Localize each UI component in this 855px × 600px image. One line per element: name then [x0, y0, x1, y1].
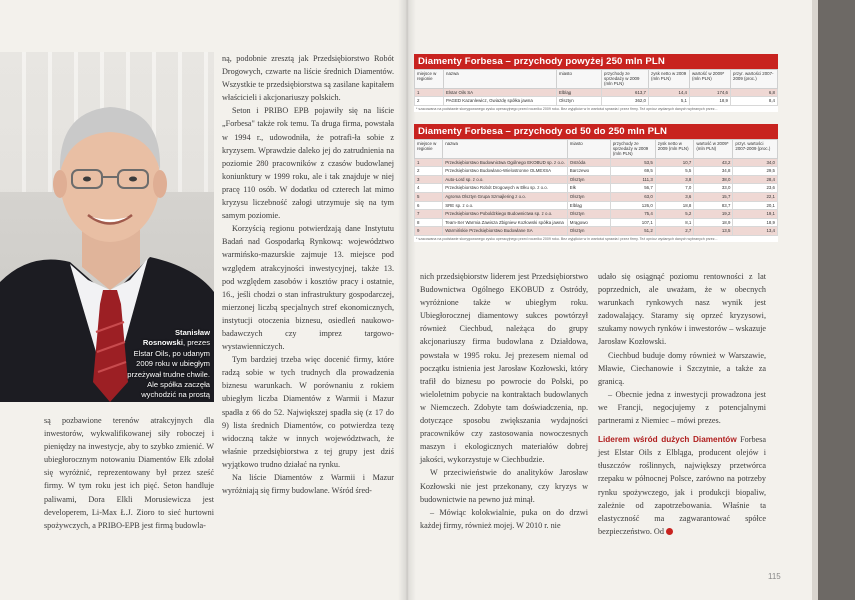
table-cell: Przedsiębiorstwo Poboldzkiego Budownictwa sp. z o.o. [443, 210, 568, 219]
table-cell: 28,4 [733, 175, 778, 184]
column-3 [598, 270, 766, 538]
table-cell: 34,8 [694, 167, 733, 176]
table-cell: Przedsiębiorstwo Budownictwa Ogólnego EKOBUD sp. z o.o. [443, 158, 568, 167]
table-row [415, 218, 778, 227]
table-cell: 2,7 [655, 227, 694, 236]
table-title: Diamenty Forbesa – przychody od 50 do 250 mln PLN [414, 124, 778, 139]
table-cell: 5 [415, 192, 443, 201]
caption-name-first: Stanisław [174, 328, 210, 337]
page-edge-shadow [812, 0, 855, 600]
table-cell: 56,7 [610, 184, 655, 193]
table-cell: 1 [415, 158, 443, 167]
table-cell: 174,6 [690, 88, 731, 97]
table-header-row [415, 70, 778, 89]
paragraph: Ciechbud buduje domy również w Warszawie, Mławie, Ciechanowie i Szczytnie, a także za granicą. [598, 350, 766, 386]
table-cell: PAGED Kazanlewicz, Gwiazdę spółka jawna [444, 97, 557, 106]
table-cell: Auto-Lord sp. z o.o. [443, 175, 568, 184]
table-cell: Barczewo [567, 167, 610, 176]
portrait-photo [0, 52, 214, 402]
table-cell: 2 [415, 167, 443, 176]
table-cell: 4 [415, 184, 443, 193]
column-header: przychody ze sprzedaży w 2009 (mln PLN) [602, 70, 649, 89]
table-cell: Agroma Olsztyn Grupa Szmajlering z o.o. [443, 192, 568, 201]
table-cell: Olsztyn [567, 175, 610, 184]
column-header: miasto [557, 70, 602, 89]
caption-name-last: Rosnowski [142, 338, 183, 348]
paragraph: udało się osiągnąć poziomu rentowności z lat poprzednich, ale uważam, że w obecnych warunkach rynkowych nasz wynik jest zadowalający. Staramy się oprzeć kryzysowi, szukamy nowych rynków i inwestorów – wskazuje Jarosław Kozłowski. [598, 272, 766, 347]
column-header: przyr. wartości 2007-2009 (proc.) [733, 140, 778, 159]
table-cell: Warmińskie Przedsiębiorstwo Budowlane SA [443, 227, 568, 236]
column-header: zysk netto w 2009 (mln PLN) [655, 140, 694, 159]
table-row [415, 184, 778, 193]
table-row [415, 210, 778, 219]
table-cell: 18,9 [690, 97, 731, 106]
table-cell: 613,7 [602, 88, 649, 97]
table-cell: 38,0 [694, 175, 733, 184]
table-cell: 8,4 [731, 97, 778, 106]
table-cell: 20,1 [733, 201, 778, 210]
lead-in-heading: Liderem wśród dużych Diamentów [598, 435, 737, 445]
table-cell: 18,8 [655, 201, 694, 210]
table-cell: 18,9 [694, 218, 733, 227]
table-cell: 7,0 [655, 184, 694, 193]
table-cell: 1 [415, 88, 444, 97]
paragraph-text: Forbesa jest Elstar Oils z Elbląga, producent olejów i tłuszczów roślinnych, największy przetwórca rzepaku w północnej Polsce, zarówno na potrzeby rynku spożywczego, jak i produkcji biopaliw, zależnie od zapotrzebowania. Właśnie ta elastyczność ma zagwarantować spółce bezpieczeństwo. Od [598, 435, 766, 536]
table-cell: 19,1 [733, 210, 778, 219]
table-cell: 6 [415, 201, 443, 210]
table-row [415, 158, 778, 167]
table-cell: 5,5 [655, 167, 694, 176]
column-header: wartość w 2009* (mln PLN) [694, 140, 733, 159]
paragraph: – Obecnie jedna z inwestycji prowadzona jest we Francji, negocjujemy z potencjalnymi partnerami z Niemiec – mówi prezes. [598, 389, 766, 426]
table-cell: 5,1 [649, 97, 690, 106]
table-cell: 9 [415, 227, 443, 236]
column-header: miejsce w regionie [415, 70, 444, 89]
column-header: miejsce w regionie [415, 140, 443, 159]
paragraph: są pozbawione terenów atrakcyjnych dla inwestorów, wykwalifikowanej siły roboczej i pieniędzy na inwestycje, aby to szybko zmienić. W ubiegłorocznym notowaniu Diamentów Ełk zdołał się wyróżnić, reprezentowany był przez sześć firmy. W tym roku jest ich pięć. Seton handluje paliwami, Dora Elkli Morusiewicza jest developerem, Li-Max Ł.J. Zioro to sieć hurtowni spożywczych, a PRIBO-EPB jest firmą budowla- [44, 416, 214, 530]
paragraph: Tym bardziej trzeba więc docenić firmy, które radzą sobie w tych trudnych dla prowadzenia biznesu warunkach. W porównaniu z rokiem ubiegłym liczba Diamentów z Warmii i Mazur spadła z 66 do 52. Największej spadła się (z 17 do 9) lista średnich Diamentów, co potwierdza tezę widoczną także w innych województwach, że właśnie przedsiębiorstwa z tej grupy jest dziś wyjątkowo trudno działać na rynku. [222, 355, 394, 469]
table-cell: 6,8 [731, 88, 778, 97]
table-cell: 34,0 [733, 158, 778, 167]
table-cell: 3,8 [655, 175, 694, 184]
table-cell: 29,5 [733, 167, 778, 176]
table-row [415, 97, 778, 106]
table-cell: 22,1 [733, 192, 778, 201]
table-cell: Elbląg [567, 201, 610, 210]
table-row [415, 227, 778, 236]
paragraph: nich przedsiębiorstw liderem jest Przedsiębiorstwo Budownictwa Ogólnego EKOBUD z Ostródy, wyróżnione także w ubiegłym roku. Ubiegłorocznej diamentowy sukces powtórzył również Ciechbud, należąca do grupy akcjonariuszy firma budowlana z Działdowa, powstała w 1995 roku. Jej prezesem niemal od początku istnienia jest Jarosław Kozłowski, który trafił do biznesu po powrocie do Polski, po wieloletnim pobycie na kontraktach budowlanych w Niemczech. Zdobyte tam doświadczenia, np. dotyczące sposobu zwiększania wydajności pracowników czy zastosowania nowoczesnych maszyn i ekologicznych materiałów dobrej jakości, wykorzystuje w Ciechbudzie. [420, 272, 588, 465]
column-0 [44, 414, 214, 532]
column-header: przychody ze sprzedaży w 2009 (mln PLN) [610, 140, 655, 159]
column-header: nazwa [444, 70, 557, 89]
table-cell: 51,2 [610, 227, 655, 236]
table-medium-diamonds [414, 124, 778, 242]
table-cell: Olsztyn [557, 97, 602, 106]
table-cell: 23,6 [733, 184, 778, 193]
table-header-row [415, 140, 778, 159]
table-cell: 18,9 [733, 218, 778, 227]
table-cell: Team-Ser Warmia Zawisza Zbigniew Kozłowski spółka jawna [443, 218, 568, 227]
column-2 [420, 270, 588, 532]
table-cell: 8,1 [655, 218, 694, 227]
table-cell: 63,0 [610, 192, 655, 201]
data-table [414, 139, 778, 236]
column-header: miasto [567, 140, 610, 159]
table-cell: SRE sp. z o.o. [443, 201, 568, 210]
table-cell: 53,5 [610, 158, 655, 167]
paragraph: ną, podobnie zresztą jak Przedsiębiorstwo Robót Drogowych, czwarte na liście średnich Diamentów. Wszystkie te przedsiębiorstwa są zasilane kapitałem właścicieli i akcjonariuszy polskich. [222, 54, 394, 103]
caption-text: , prezes Elstar Oils, po udanym 2009 roku w ubiegłym przeżywał trudne chwile. Ale spółka zaczęła wychodzić na prostą [127, 338, 210, 400]
table-cell: Ostróda [567, 158, 610, 167]
table-footnote: * szacowana na podstawie skorygowanego zysku operacyjnego przed roczniku 2009 roku. Bez wyjątków w in wartości sprawia i przez firmy. Też oprócz wydanych danych wybranych przez... [416, 106, 718, 111]
paragraph: W przeciwieństwie do analityków Jarosław Kozłowski nie jest przekonany, czy kryzys w budownictwie na pewno już minął. [420, 468, 588, 504]
table-cell: Olsztyn [567, 192, 610, 201]
table-cell: 19,2 [694, 210, 733, 219]
table-cell: Mrągowo [567, 218, 610, 227]
table-cell: 10,7 [655, 158, 694, 167]
table-cell: 43,2 [694, 158, 733, 167]
table-row [415, 88, 778, 97]
table-cell: Ełk [567, 184, 610, 193]
column-header: nazwa [443, 140, 568, 159]
table-cell: 107,1 [610, 218, 655, 227]
table-cell: 5,2 [655, 210, 694, 219]
table-cell: 13,4 [733, 227, 778, 236]
table-title: Diamenty Forbesa – przychody powyżej 250 mln PLN [414, 54, 778, 69]
table-cell: 3,6 [655, 192, 694, 201]
table-cell: Przedsiębiorstwo Robót Drogowych w Ełku sp. z o.o. [443, 184, 568, 193]
table-cell: 14,4 [649, 88, 690, 97]
column-header: zysk netto w 2009 (mln PLN) [649, 70, 690, 89]
table-cell: 362,0 [602, 97, 649, 106]
data-table [414, 69, 778, 106]
column-header: przyr. wartości 2007-2009 (proc.) [731, 70, 778, 89]
paragraph: – Mówiąc kolokwialnie, puka on do drzwi każdej firmy, również mojej. W 2010 r. nie [420, 507, 588, 530]
table-cell: Elstar Oils SA [444, 88, 557, 97]
table-row [415, 167, 778, 176]
article-continues-icon [666, 528, 673, 535]
paragraph: Seton i PRIBO EPB pojawiły się na liście „Forbesa" także rok temu. Ta druga firma, powstała w 1994 r., udowodniła, że potrafi-ła sobie z kryzysem. Wprawdzie daleko jej do zatrudnienia na poziomie 280 pracowników z czasów budowlanej koniunktury w 1999 roku, ale i tak znajduje w niej pracę 110 osób. W dodatku od czterech lat mimo kryzysu liczebność załogi utrzymuje się na tym samym poziomie. [222, 106, 394, 221]
table-footnote: * szacowana na podstawie skorygowanego zysku operacyjnego przed roczniku 2009 roku. Bez wyjątków w in wartości sprawia i przez firmy. Też oprócz wydanych danych wybranych przez... [416, 236, 718, 241]
table-cell: 75,4 [610, 210, 655, 219]
page-edge [812, 0, 818, 600]
table-large-diamonds [414, 54, 778, 112]
table-cell: 69,5 [610, 167, 655, 176]
table-row [415, 175, 778, 184]
table-cell: Elbląg [557, 88, 602, 97]
page-number: 115 [768, 572, 781, 581]
table-cell: 8 [415, 218, 443, 227]
table-cell: Olsztyn [567, 227, 610, 236]
table-cell: 111,3 [610, 175, 655, 184]
photo-caption [124, 328, 210, 401]
column-1 [222, 52, 394, 497]
column-header: wartość w 2009* (mln PLN) [690, 70, 731, 89]
paragraph [598, 433, 766, 538]
table-cell: 2 [415, 97, 444, 106]
table-cell: 3 [415, 175, 443, 184]
table-cell: 33,0 [694, 184, 733, 193]
table-cell: Olsztyn [567, 210, 610, 219]
table-cell: 13,5 [694, 227, 733, 236]
table-row [415, 201, 778, 210]
table-cell: 83,7 [694, 201, 733, 210]
paragraph: Na liście Diamentów z Warmii i Mazur wyróżniają się firmy budowlane. Wśród śred- [222, 473, 394, 496]
table-cell: 15,7 [694, 192, 733, 201]
paragraph: Korzyścią regionu potwierdzają dane Instytutu Badań nad Gospodarką Rynkową: województwo warmińsko-mazurskie zajmuje 13. miejsce pod względem atrakcyjności inwestycyjnej, także 13. pod względem zasobów i kosztów pracy i ostatnie, 16., jeśli chodzi o stan infrastruktury gospodarczej, mierzonej liczbą specjalnych stref ekonomicznych, instytucji otoczenia biznesu, osiedleń naukowo-badawczych czy imprez targowo-wystawienniczych. [222, 224, 394, 352]
table-cell: 126,0 [610, 201, 655, 210]
table-cell: 7 [415, 210, 443, 219]
table-cell: Przedsiębiorstwo Budowlano-Wielostronne OLMEXSA [443, 167, 568, 176]
table-row [415, 192, 778, 201]
